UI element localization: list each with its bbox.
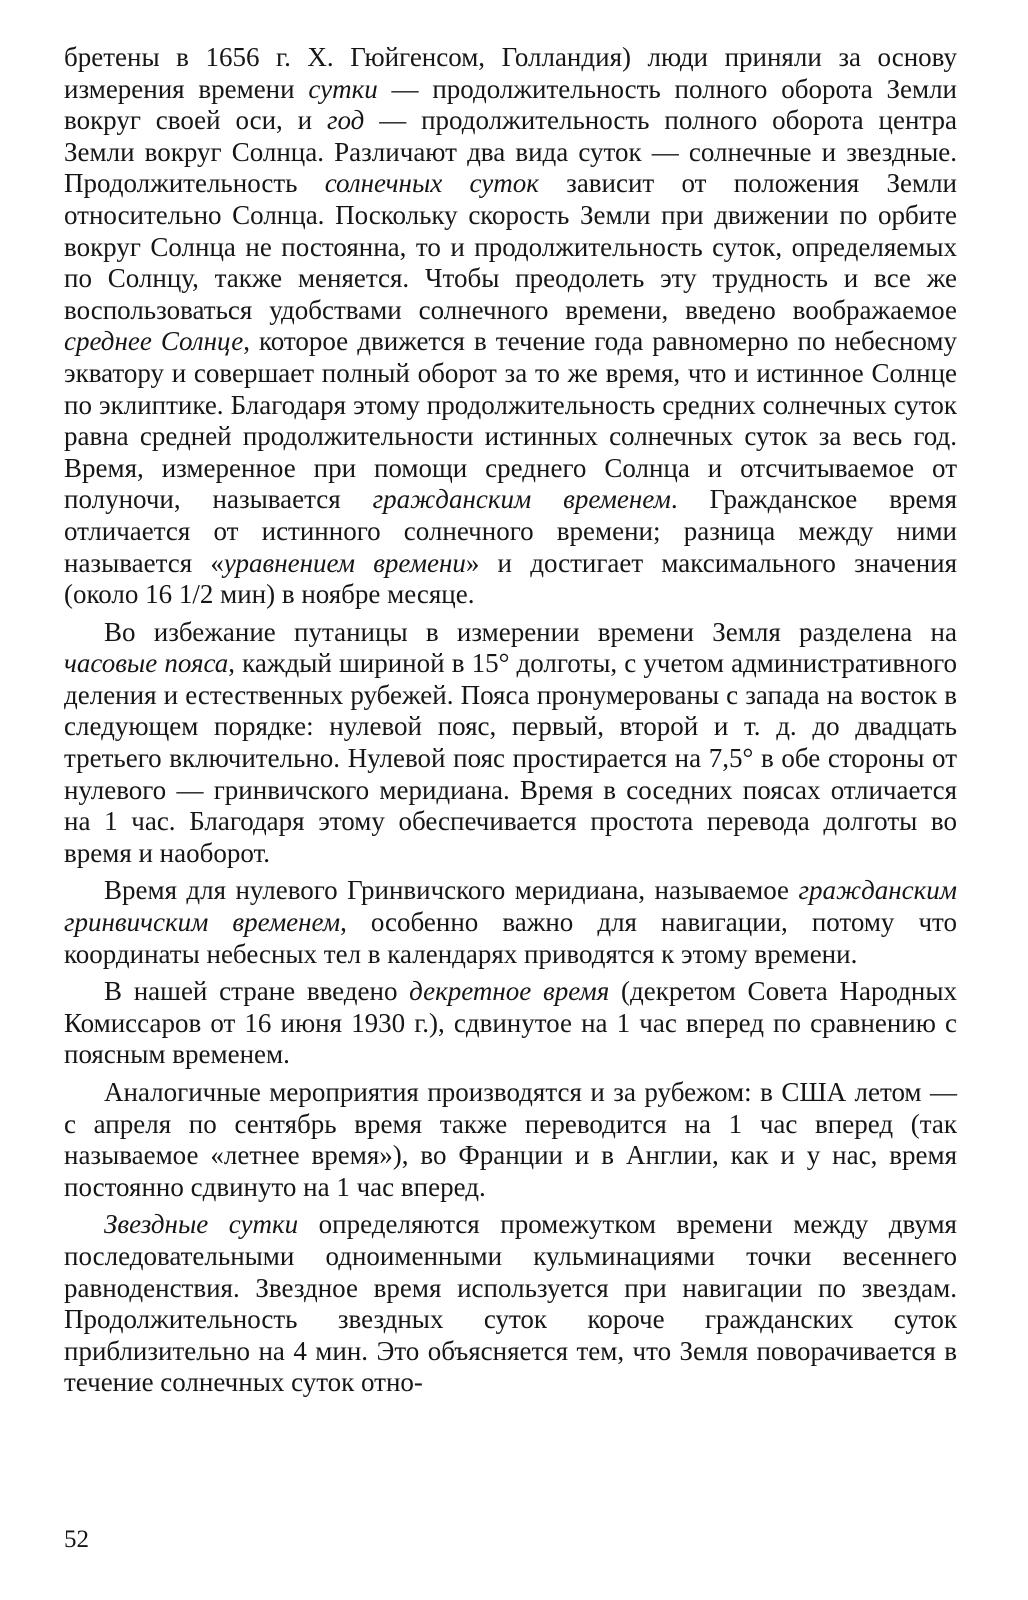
body-text	[64, 42, 957, 1405]
term-solnechnye-sutki: солнечных суток	[324, 168, 539, 199]
paragraph-greenwich-time: Время для нулевого Гринвичского меридиана, называемое гражданским гринвичским временем, особенно важно для навигации, потому что координаты небесных тел в календарях приводятся к этому времени.	[64, 875, 957, 969]
paragraph-decree-time: В нашей стране введено декретное время (декретом Совета Народных Комиссаров от 16 июня 1930 г.), сдвинутое на 1 час вперед по сравнению с поясным временем.	[64, 976, 957, 1070]
term-chasovye-poyasa: часовые пояса	[64, 648, 229, 679]
term-srednee-solnce: среднее Солнце	[64, 326, 244, 357]
term-god: год	[327, 105, 365, 136]
paragraph-sidereal-days: Звездные сутки определяются промежутком времени между двумя последовательными одноименными кульминациями точки весеннего равноденствия. Звездное время используется при навигации по звездам. Продолжительность звездных суток короче гражданских суток приблизительно на 4 мин. Это объясняется тем, что Земля поворачивается в течение солнечных суток отно-	[64, 1209, 957, 1398]
term-zvezdnye-sutki: Звездные сутки	[104, 1209, 299, 1240]
paragraph-solar-days: бретены в 1656 г. Х. Гюйгенсом, Голландия) люди приняли за основу измерения времени сутки — продолжительность полного оборота Земли вокруг своей оси, и год — продолжительность полного оборота центра Земли вокруг Солнца. Различают два вида суток — солнечные и звездные. Продолжительность солнечных суток зависит от положения Земли относительно Солнца. Поскольку скорость Земли при движении по орбите вокруг Солнца не постоянна, то и продолжительность суток, определяемых по Солнцу, также меняется. Чтобы преодолеть эту трудность и все же воспользоваться удобствами солнечного времени, введено воображаемое среднее Солнце, которое движется в течение года равномерно по небесному экватору и совершает полный оборот за то же время, что и истинное Солнце по эклиптике. Благодаря этому продолжительность средних солнечных суток равна средней продолжительности истинных солнечных суток за весь год. Время, измеренное при помощи среднего Солнца и отсчитываемое от полуночи, называется гражданским временем. Гражданское время отличается от истинного солнечного времени; разница между ними называется «уравнением времени» и достигает максимального значения (около 16 1/2 мин) в ноябре месяце.	[64, 42, 958, 610]
term-grazhdanskoe-vremya: гражданским временем	[372, 484, 671, 515]
term-sutki: сутки	[308, 73, 378, 104]
term-grinvichskoe-vremya: гражданским гринвичским временем	[64, 875, 957, 938]
term-uravnenie-vremeni: уравнением времени	[223, 547, 466, 578]
term-dekretnoe-vremya: декретное время	[409, 976, 610, 1007]
page-number: 52	[64, 1526, 89, 1553]
paragraph-foreign-practice: Аналогичные мероприятия производятся и за рубежом: в США летом — с апреля по сентябрь время также переводится на 1 час вперед (так называемое «летнее время»), во Франции и в Англии, как и у нас, время постоянно сдвинуто на 1 час вперед.	[64, 1077, 957, 1202]
paragraph-time-zones: Во избежание путаницы в измерении времени Земля разделена на часовые пояса, каждый шириной в 15° долготы, с учетом административного деления и естественных рубежей. Пояса пронумерованы с запада на восток в следующем порядке: нулевой пояс, первый, второй и т. д. до двадцать третьего включительно. Нулевой пояс простирается на 7,5° в обе стороны от нулевого — гринвичского меридиана. Время в соседних поясах отличается на 1 час. Благодаря этому обеспечивается простота перевода долготы во время и наоборот.	[64, 616, 957, 868]
